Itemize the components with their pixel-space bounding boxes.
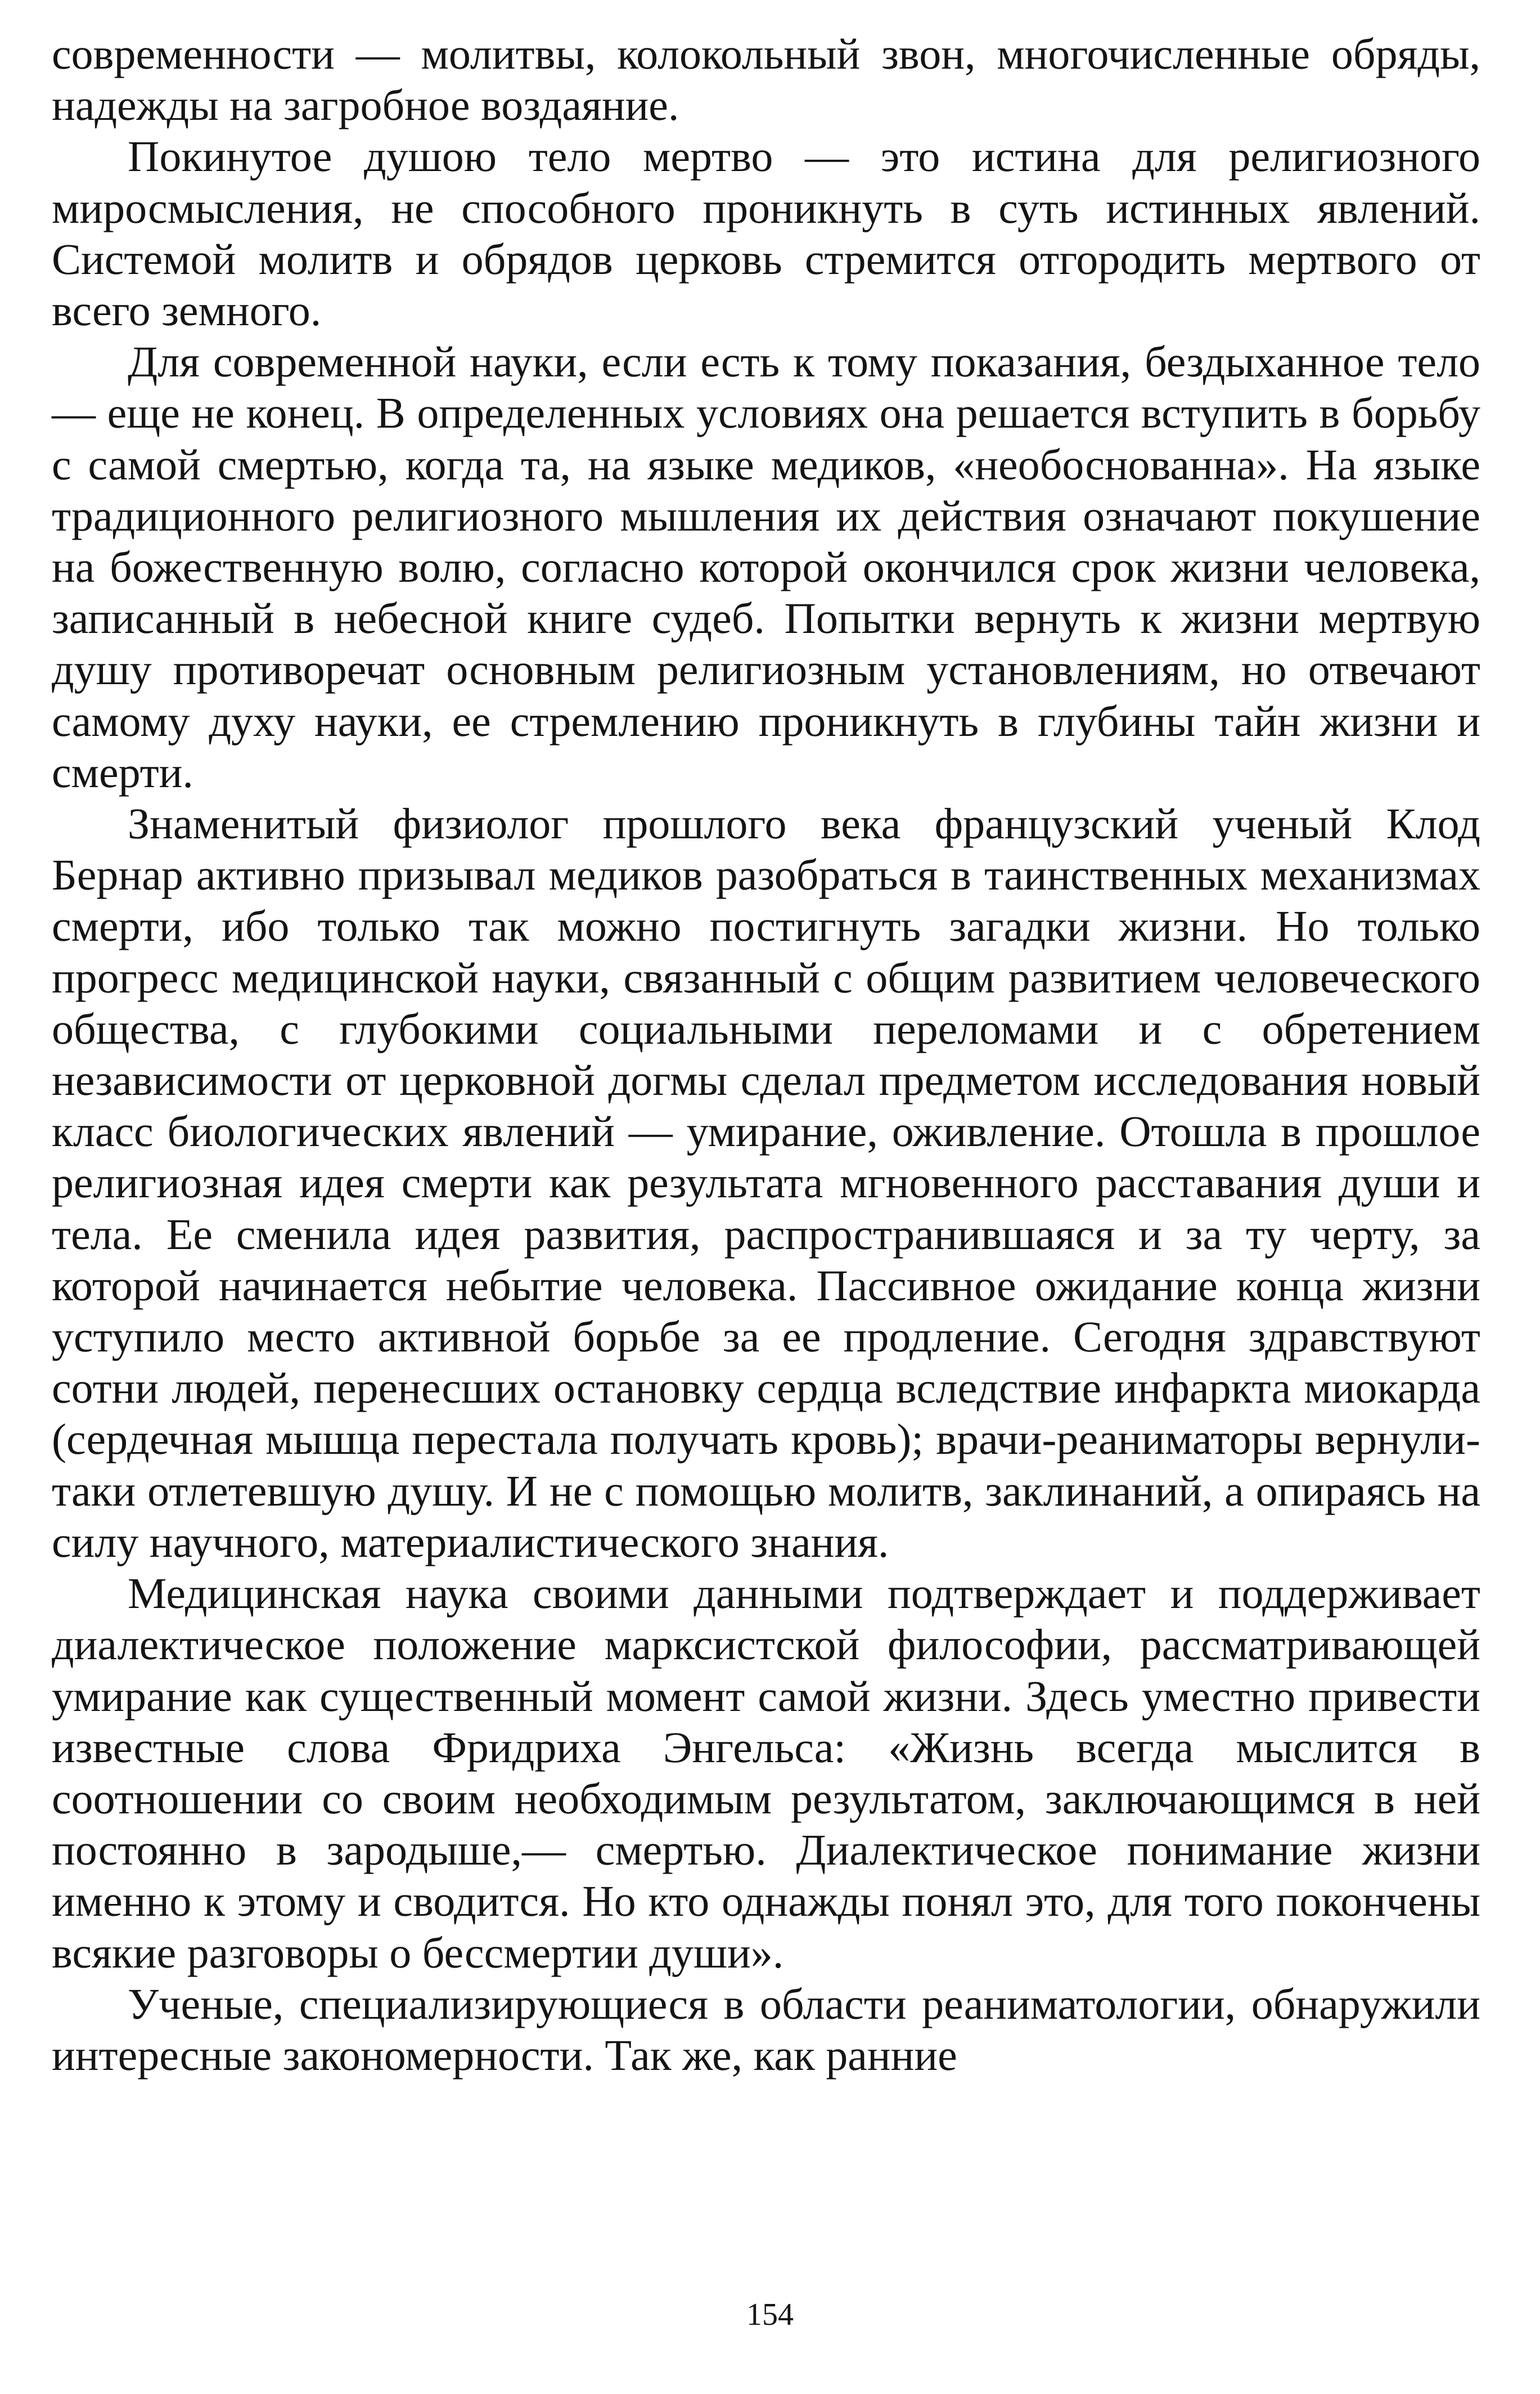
- book-page: [52, 28, 1480, 2394]
- paragraph-2: Покинутое душою тело мертво — это истина для религиозного миросмысления, не способного проникнуть в суть истинных явлений. Системой молитв и обрядов церковь стремится отгородить мертвого от всего земного.: [52, 132, 1480, 335]
- paragraph-3: Для современной науки, если есть к тому показания, бездыханное тело — еще не конец. В определенных условиях она решается вступить в борьбу с самой смертью, когда та, на языке медиков, «необоснованна». На языке традиционного религиозного мышления их действия означают покушение на божественную волю, согласно которой окончился срок жизни человека, записанный в небесной книге судеб. Попытки вернуть к жизни мертвую душу противоречат основным религиозным установлениям, но отвечают самому духу науки, ее стремлению проникнуть в глубины тайн жизни и смерти.: [52, 337, 1480, 797]
- paragraph-6: Ученые, специализирующиеся в области реаниматологии, обнаружили интересные закономерности. Так же, как ранние: [52, 1979, 1480, 2079]
- paragraph-4: Знаменитый физиолог прошлого века французский ученый Клод Бернар активно призывал медиков разобраться в таинственных механизмах смерти, ибо только так можно постигнуть загадки жизни. Но только прогресс медицинской науки, связанный с общим развитием человеческого общества, с глубокими социальными переломами и с обретением независимости от церковной догмы сделал предметом исследования новый класс биологических явлений — умирание, оживление. Отошла в прошлое религиозная идея смерти как результата мгновенного расставания души и тела. Ее сменила идея развития, распространившаяся и за ту черту, за которой начинается небытие человека. Пассивное ожидание конца жизни уступило место активной борьбе за ее продление. Сегодня здравствуют сотни людей, перенесших остановку сердца вследствие инфаркта миокарда (сердечная мышца перестала получать кровь); врачи-реаниматоры вернули-таки отлетевшую душу. И не с помощью молитв, заклинаний, а опираясь на силу научного, материалистического знания.: [52, 799, 1480, 1566]
- page-number: 154: [746, 2297, 794, 2332]
- paragraph-1: современности — молитвы, колокольный звон, многочисленные обряды, надежды на загробное воздаяние.: [52, 29, 1480, 130]
- paragraph-5: Медицинская наука своими данными подтверждает и поддерживает диалектическое положение марксистской философии, рассматривающей умирание как существенный момент самой жизни. Здесь уместно привести известные слова Фридриха Энгельса: «Жизнь всегда мыслится в соотношении со своим необходимым результатом, заключающимся в ней постоянно в зародыше,— смертью. Диалектическое понимание жизни именно к этому и сводится. Но кто однажды понял это, для того покончены всякие разговоры о бессмертии души».: [52, 1569, 1480, 1977]
